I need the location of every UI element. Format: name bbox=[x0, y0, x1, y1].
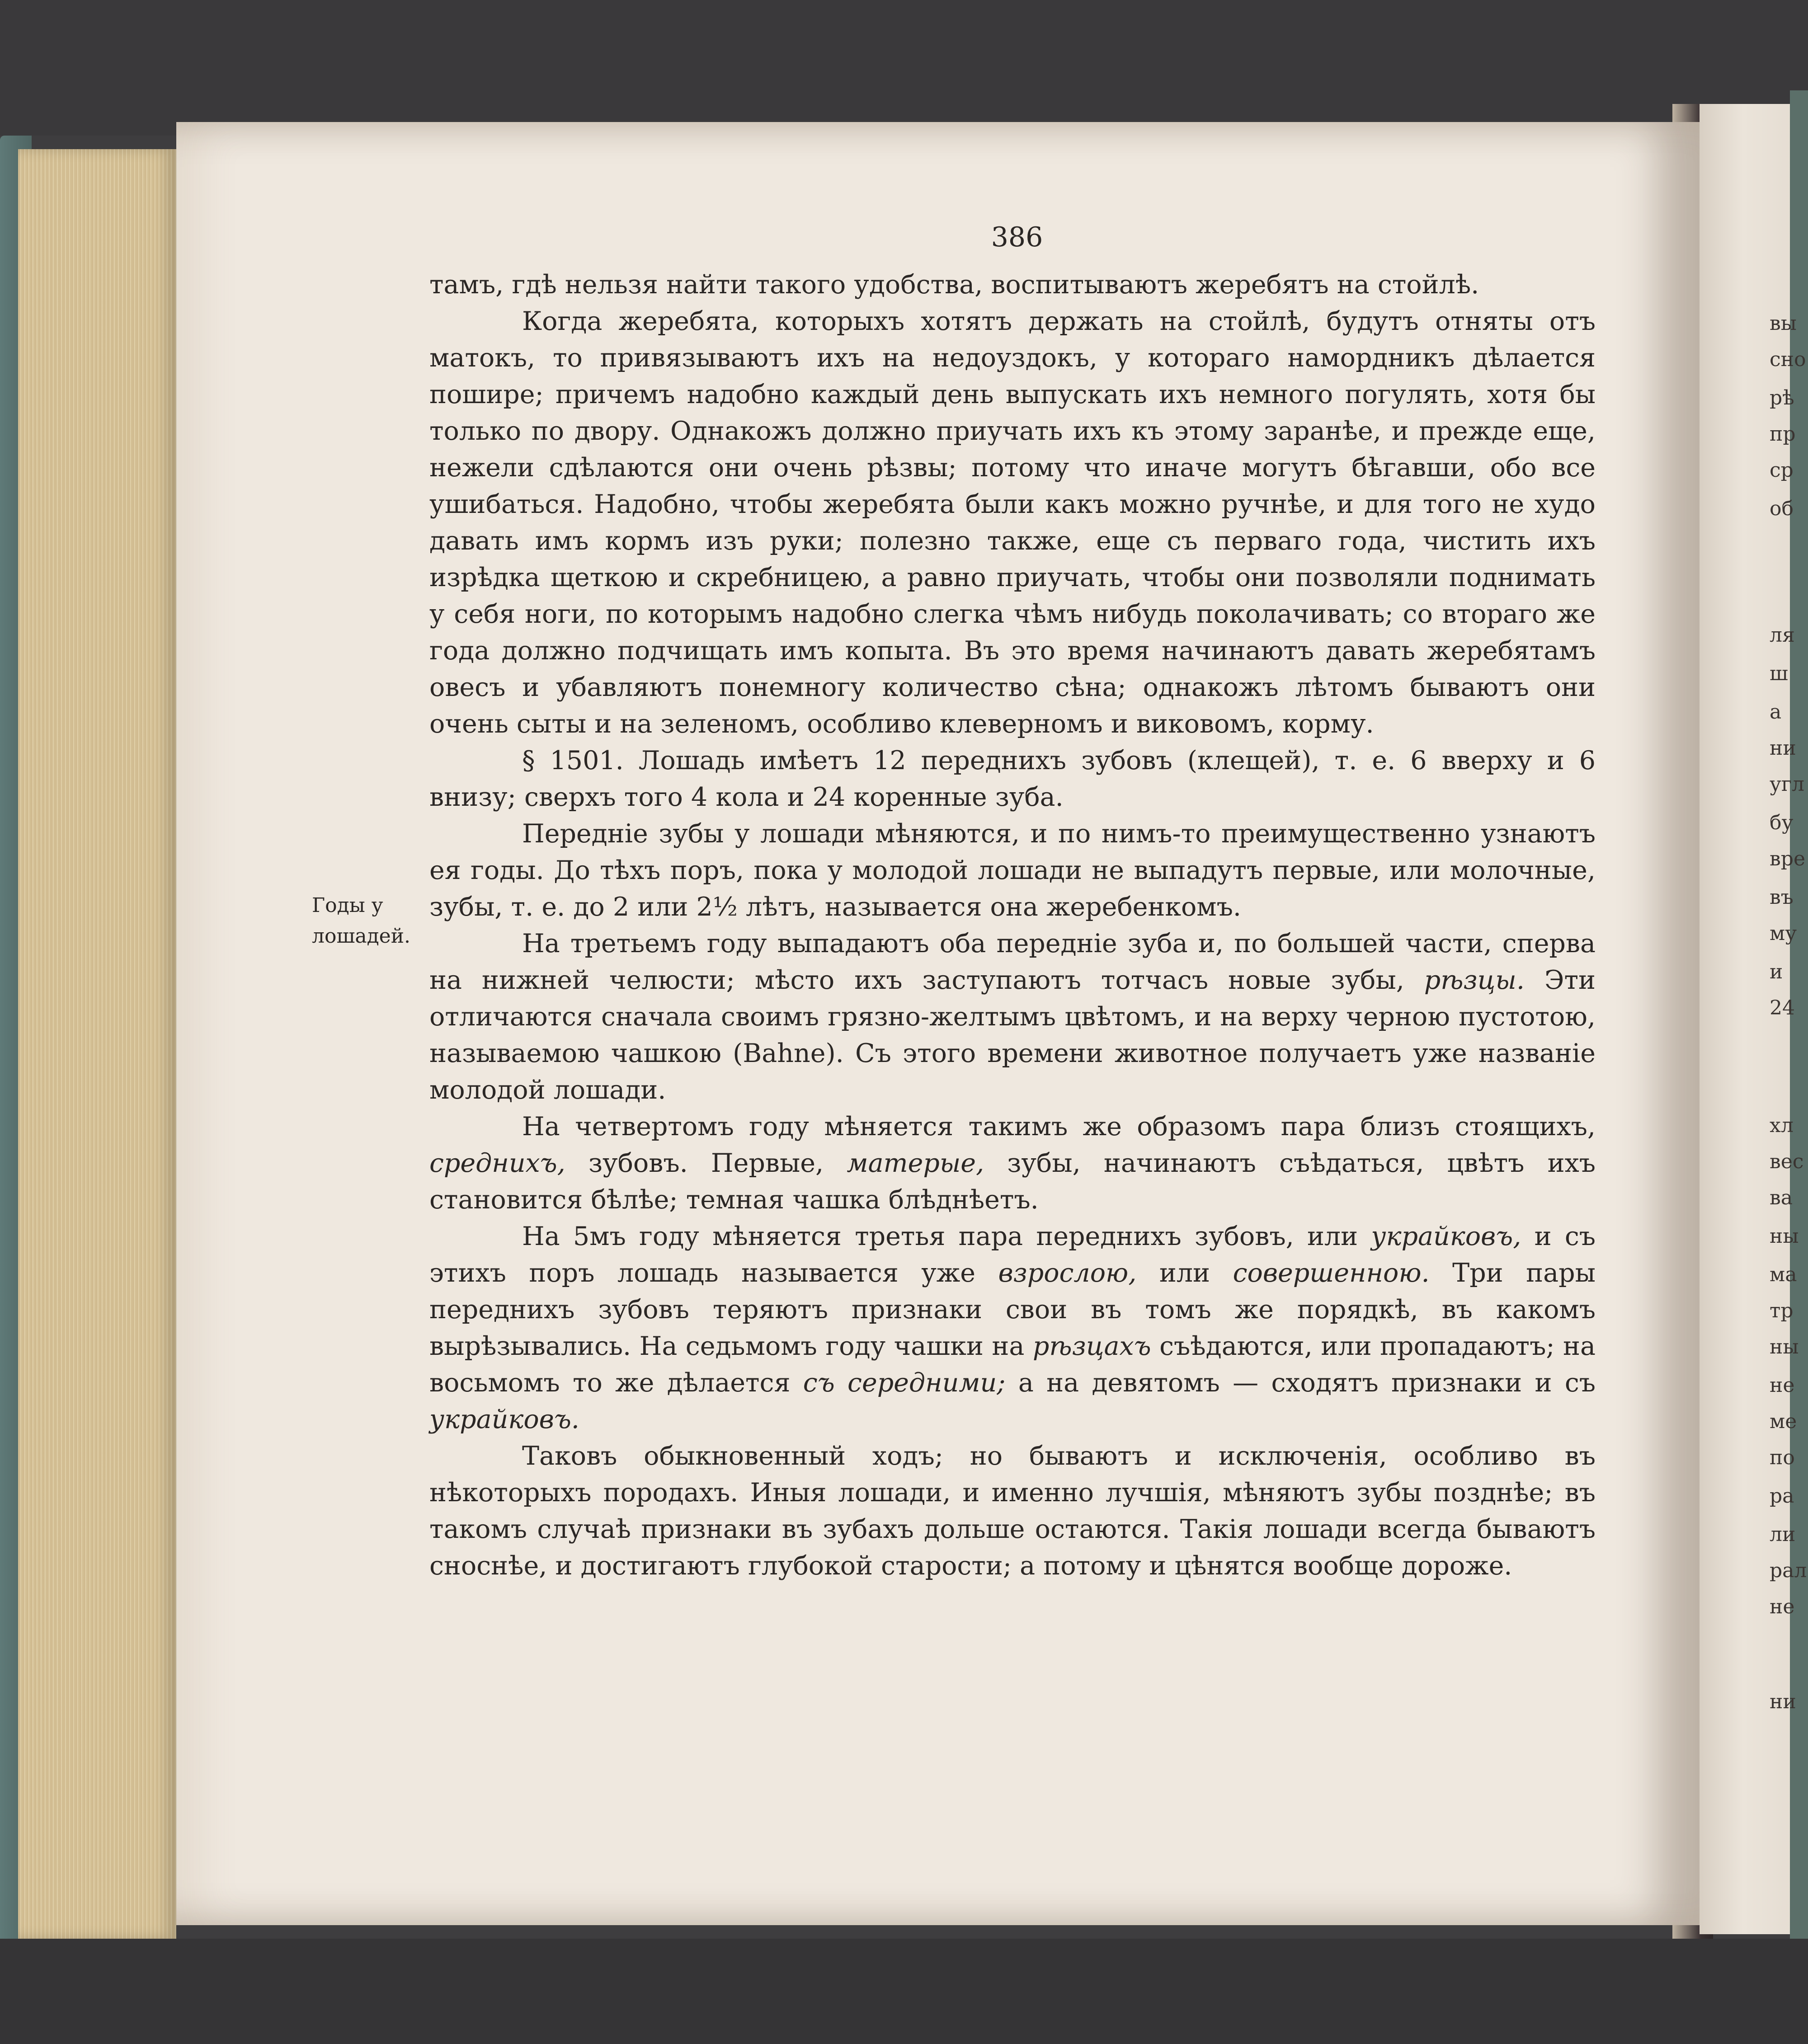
italic-term: украйковъ. bbox=[429, 1405, 579, 1434]
facing-page-fragment: бу bbox=[1770, 811, 1794, 834]
facing-page-fragment: и bbox=[1770, 960, 1783, 983]
facing-page-fragment: вре bbox=[1770, 847, 1805, 870]
facing-page-fragment: рѣ bbox=[1770, 386, 1794, 409]
facing-page-fragment: об bbox=[1770, 497, 1794, 520]
italic-term: совершенною. bbox=[1233, 1258, 1430, 1288]
facing-page-fragment: ма bbox=[1770, 1263, 1797, 1286]
facing-page-fragment: ни bbox=[1770, 737, 1796, 760]
facing-page-fragment: тр bbox=[1770, 1299, 1794, 1322]
facing-page-fragment: угл bbox=[1770, 773, 1804, 796]
paragraph-8: Таковъ обыкновенный ходъ; но бываютъ и исключенія, особливо въ нѣкоторыхъ породахъ. Иныя лошади, и именно лучшія, мѣняютъ зубы позднѣе; въ такомъ случаѣ признаки въ зубахъ дольше остаются. Такія лошади всегда бываютъ сноснѣе, и достигаютъ глубокой старости; а потому и цѣнятся вообще дороже. bbox=[429, 1441, 1596, 1581]
facing-page-fragment: ва bbox=[1770, 1186, 1793, 1209]
facing-page-text bbox=[1770, 312, 1808, 1758]
facing-page-fragment: му bbox=[1770, 922, 1797, 945]
facing-page-fragment: вы bbox=[1770, 312, 1797, 335]
facing-page-fragment: вес bbox=[1770, 1150, 1804, 1173]
facing-page-fragment: рал bbox=[1770, 1559, 1807, 1582]
paragraph-6 bbox=[429, 1109, 1596, 1218]
facing-page-fragment: хл bbox=[1770, 1114, 1794, 1137]
italic-term: рѣзцахъ bbox=[1032, 1331, 1151, 1361]
text-run: На четвертомъ году мѣняется такимъ же образомъ пара близъ стоящихъ, bbox=[522, 1112, 1596, 1142]
facing-page-fragment: ны bbox=[1770, 1225, 1799, 1248]
text-run: На третьемъ году выпадаютъ оба передніе зуба и, по большей части, сперва на нижней челюсти; мѣсто ихъ заступаютъ тотчасъ новые зубы, bbox=[429, 929, 1596, 995]
page-number: 386 bbox=[991, 221, 1043, 253]
italic-term: взрослою, bbox=[998, 1258, 1137, 1288]
background-bottom bbox=[0, 1939, 1808, 2044]
text-run: а на девятомъ — сходятъ признаки и съ bbox=[1018, 1368, 1596, 1398]
background-top bbox=[0, 0, 1808, 136]
paragraph-3: § 1501. Лошадь имѣетъ 12 переднихъ зубовъ (клещей), т. е. 6 вверху и 6 внизу; сверхъ того 4 кола и 24 коренные зуба. bbox=[429, 746, 1596, 812]
text-run: зубы, начинаютъ съѣдаться, цвѣтъ ихъ становится бѣлѣе; темная чашка блѣднѣетъ. bbox=[429, 1148, 1596, 1215]
page-edges bbox=[18, 149, 176, 1939]
facing-page-fragment: ра bbox=[1770, 1485, 1794, 1508]
facing-page-fragment: сно bbox=[1770, 348, 1806, 371]
facing-page-fragment: а bbox=[1770, 700, 1782, 724]
italic-term: рѣзцы. bbox=[1424, 965, 1525, 995]
paragraph-1: тамъ, гдѣ нельзя найти такого удобства, воспитываютъ жеребятъ на стойлѣ. bbox=[429, 270, 1479, 300]
facing-page-fragment: ш bbox=[1770, 662, 1788, 685]
margin-note: Годы у лошадей. bbox=[312, 894, 411, 948]
facing-page-fragment: въ bbox=[1770, 886, 1794, 909]
italic-term: матерые, bbox=[847, 1148, 984, 1178]
body-text bbox=[429, 267, 1596, 1584]
facing-page-fragment: ср bbox=[1770, 459, 1794, 482]
facing-page-fragment: ме bbox=[1770, 1410, 1797, 1433]
facing-page-fragment: ны bbox=[1770, 1335, 1799, 1358]
text-run: На 5мъ году мѣняется третья пара переднихъ зубовъ, или bbox=[522, 1222, 1358, 1251]
facing-page-fragment: ни bbox=[1770, 1690, 1796, 1713]
text-run: съѣдаются, или пропадаютъ; на восьмомъ то же дѣлается bbox=[429, 1331, 1596, 1398]
paragraph-4: Передніе зубы у лошади мѣняются, и по нимъ-то преимущественно узнаютъ ея годы. До тѣхъ поръ, пока у молодой лошади не выпадутъ первые, или молочные, зубы, т. е. до 2 или 2½ лѣтъ, называется она жеребенкомъ. bbox=[429, 819, 1596, 922]
facing-page-fragment: ля bbox=[1770, 624, 1795, 647]
facing-page-fragment: не bbox=[1770, 1595, 1795, 1618]
text-run: зубовъ. Первые, bbox=[588, 1148, 824, 1178]
facing-page-fragment: не bbox=[1770, 1374, 1795, 1397]
paragraph-2: Когда жеребята, которыхъ хотятъ держать на стойлѣ, будутъ отняты отъ матокъ, то привязываютъ ихъ на недоуздокъ, у котораго намордникъ дѣлается пошире; причемъ надобно каждый день выпускать ихъ немного погулять, хотя бы только по двору. Однакожъ должно приучать ихъ къ этому заранѣе, и прежде еще, нежели сдѣлаются они очень рѣзвы; потому что иначе могутъ бѣгавши, обо все ушибаться. Надобно, чтобы жеребята были какъ можно ручнѣе, и для того не худо давать имъ кормъ изъ руки; полезно также, еще съ перваго года, чистить ихъ изрѣдка щеткою и скребницею, а равно приучать, чтобы они позволяли поднимать у себя ноги, по которымъ надобно слегка чѣмъ нибудь поколачивать; со втораго же года должно подчищать имъ копыта. Въ это время начинаютъ давать жеребятамъ овесъ и убавляютъ понемногу количество сѣна; однакожъ лѣтомъ бываютъ они очень сыты и на зеленомъ, особливо клеверномъ и виковомъ, корму. bbox=[429, 306, 1596, 739]
italic-term: среднихъ, bbox=[429, 1148, 565, 1178]
facing-page-fragment: пр bbox=[1770, 423, 1796, 446]
facing-page-fragment: ли bbox=[1770, 1523, 1796, 1546]
paragraph-5 bbox=[429, 926, 1596, 1109]
text-run: и съ этихъ поръ лошадь называется уже bbox=[429, 1222, 1596, 1288]
italic-term: украйковъ, bbox=[1371, 1222, 1521, 1251]
facing-page-fragment: по bbox=[1770, 1446, 1795, 1469]
facing-page-fragment: 24 bbox=[1770, 996, 1795, 1020]
text-run: Три пары переднихъ зубовъ теряютъ признаки свои въ томъ же порядкѣ, въ какомъ вырѣзывались. На седьмомъ году чашки на bbox=[429, 1258, 1596, 1361]
italic-term: съ середними; bbox=[803, 1368, 1006, 1398]
paragraph-7 bbox=[429, 1218, 1596, 1438]
text-run: или bbox=[1159, 1258, 1210, 1288]
text-run: Эти отличаются сначала своимъ грязно-желтымъ цвѣтомъ, и на верху черною пустотою, называемою чашкою (Bahne). Съ этого времени животное получаетъ уже названіе молодой лошади. bbox=[429, 965, 1596, 1105]
